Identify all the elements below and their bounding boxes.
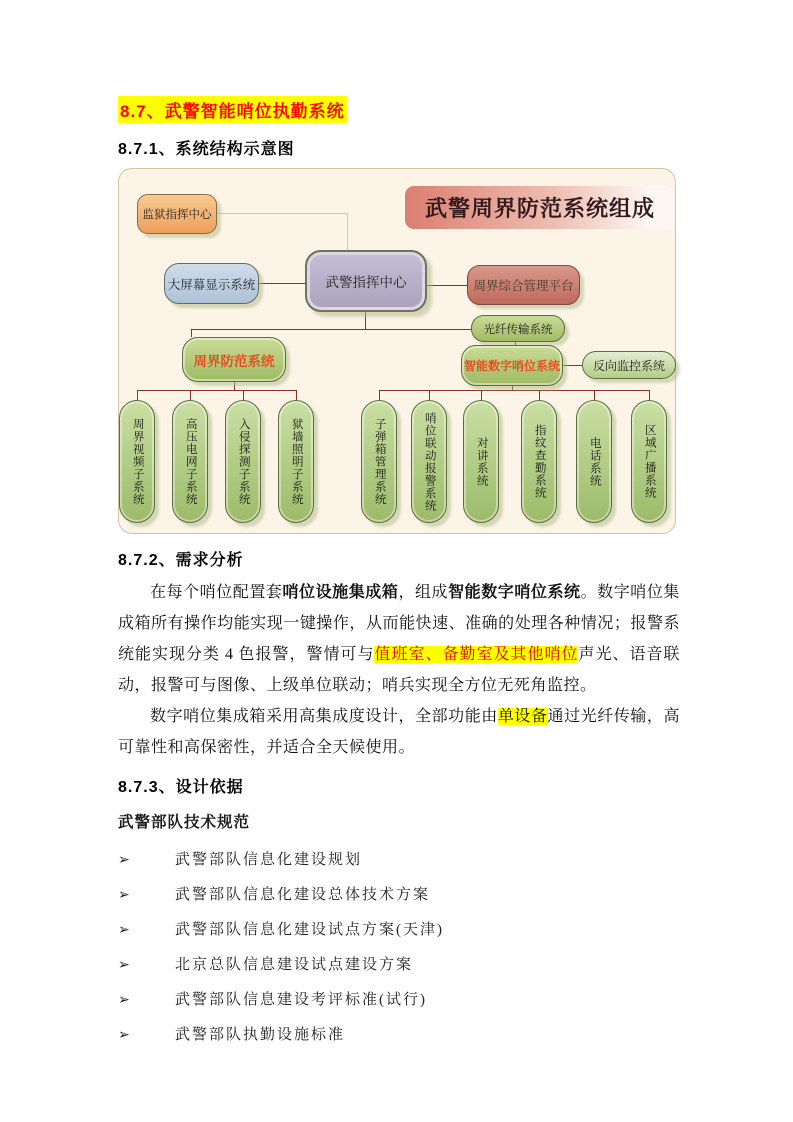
bullet-arrow-icon: ➢ [118,922,130,938]
bullet-arrow-icon: ➢ [118,887,130,903]
system-structure-diagram [118,168,676,534]
list-item-text: 北京总队信息建设试点建设方案 [175,957,414,973]
connector-capsule-4 [296,390,297,400]
connector-right-distributor [379,390,650,391]
list-item-text: 武警部队信息化建设总体技术方案 [175,887,431,903]
document-content [118,96,680,1058]
requirements-paragraph-1 [118,577,680,701]
connector-left-distributor [137,390,297,391]
section-heading-8-7: 8.7、武警智能哨位执勤系统 [118,96,347,123]
list-item-text: 武警部队信息建设考评标准(试行) [175,992,427,1008]
connector-capsule-10 [649,390,650,400]
text-run-hl: 单设备 [497,708,548,725]
subsystem-capsule: 电话系统 [576,400,612,523]
connector-capsule-2 [190,390,191,400]
list-item-text: 武警部队信息化建设试点方案(天津) [175,922,444,938]
connector-sentry-reverse [563,365,582,366]
text-run: 数字哨位集成箱采用高集成度设计，全部功能由 [150,708,498,725]
design-basis-item [118,883,680,904]
node-perimeter-prevention-system: 周界防范系统 [182,337,286,382]
design-basis-item [118,848,680,869]
subsystem-capsule: 高压电网子系统 [172,400,208,523]
connector-screen-command [259,283,305,284]
connector-capsule-9 [594,390,595,400]
connector-prison-command [217,213,347,214]
connector-to-perimeter [191,329,192,337]
text-run: ，组成 [398,584,449,601]
connector-capsule-7 [481,390,482,400]
bullet-arrow-icon: ➢ [118,1027,130,1043]
subsystem-capsule: 指纹查勤系统 [521,400,557,523]
diagram-title: 武警周界防范系统组成 [405,186,675,229]
list-item-text: 武警部队信息化建设规划 [175,852,363,868]
subsystem-capsule: 子弹箱管理系统 [361,400,397,523]
node-perimeter-management-platform: 周界综合管理平台 [467,265,580,305]
design-basis-item [118,918,680,939]
connector-capsule-3 [243,390,244,400]
subsystem-capsule: 区域广播系统 [631,400,667,523]
connector-command-down [365,312,366,330]
node-reverse-monitoring-system: 反向监控系统 [582,351,676,379]
connector-capsule-5 [379,390,380,400]
heading-structure-diagram: 8.7.1、系统结构示意图 [118,141,295,158]
heading-design-basis: 8.7.3、设计依据 [118,779,244,796]
subsystem-capsule: 对讲系统 [463,400,499,523]
list-item-text: 武警部队执勤设施标准 [175,1027,346,1043]
connector-command-platform [427,285,467,286]
text-run-bold: 智能数字哨位系统 [448,584,581,601]
connector-capsule-8 [539,390,540,400]
subsystem-capsule: 周界视频子系统 [119,400,155,523]
connector-perimeter-down [234,382,235,390]
connector-prison-command-drop [347,213,348,250]
text-run: 通过光纤传输，高可靠性和高保密性，并适合全天候使用。 [118,708,680,756]
design-basis-item [118,1023,680,1044]
bullet-arrow-icon: ➢ [118,852,130,868]
text-run: 。数字哨位集成箱所有操作均能实现一键操作，从而能快速、准确的处理各种情况；报警系统能实现分类 4 色报警，警情可与 [118,584,680,663]
connector-main-horizontal [191,329,472,330]
subsystem-capsule: 狱墙照明子系统 [278,400,314,523]
bullet-arrow-icon: ➢ [118,992,130,1008]
node-large-screen-display: 大屏幕显示系统 [164,263,259,304]
subsystem-capsule: 哨位联动报警系统 [411,400,447,523]
subsystem-capsule: 入侵探测子系统 [225,400,261,523]
text-run: 在每个哨位配置套 [150,584,283,601]
text-run: 声光、语音联动，报警可与图像、上级单位联动；哨兵实现全方位无死角监控。 [118,646,680,694]
connector-capsule-6 [429,390,430,400]
bullet-arrow-icon: ➢ [118,957,130,973]
text-run-hl-red: 值班室、备勤室及其他哨位 [374,646,579,663]
design-basis-subheading: 武警部队技术规范 [118,814,251,831]
design-basis-list [118,848,680,1044]
connector-capsule-1 [137,390,138,400]
node-prison-command-center: 监狱指挥中心 [137,194,217,234]
design-basis-item [118,988,680,1009]
requirements-paragraph-2 [118,701,680,763]
node-fiber-transmission-system: 光纤传输系统 [471,315,565,342]
design-basis-item [118,953,680,974]
node-intelligent-digital-sentry-system: 智能数字哨位系统 [461,345,563,386]
text-run-bold: 哨位设施集成箱 [282,584,399,601]
heading-requirements-analysis: 8.7.2、需求分析 [118,552,244,569]
node-armed-police-command-center: 武警指挥中心 [305,250,427,312]
